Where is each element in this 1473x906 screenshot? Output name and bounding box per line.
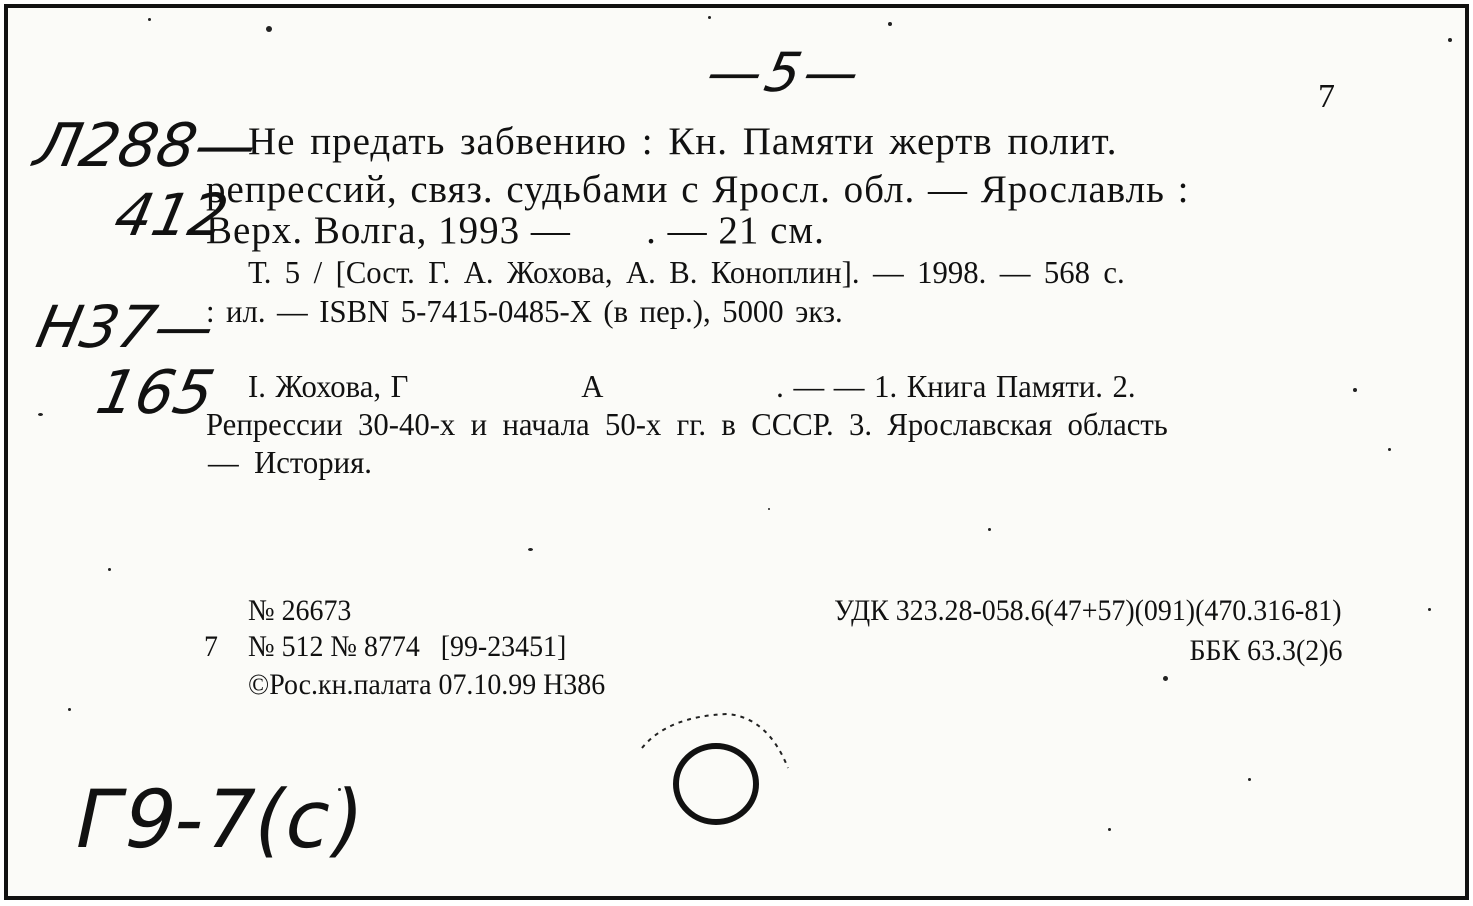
handwritten-call-number-2: 412 [108,181,234,249]
copyright-line: ©Рос.кн.палата 07.10.99 Н386 [248,668,606,701]
punch-hole-icon [628,708,798,838]
entry-title-line-2: репрессий, связ. судьбами с Яросл. обл. — Ярославль : [206,168,1190,211]
registration-number: № 26673 [248,594,352,627]
entry-title-line-3: Верх. Волга, 1993 — . — 21 см. [206,209,825,252]
subject-line-3: — История. [208,444,372,480]
handwritten-volume-mark: —5— [701,41,870,104]
handwritten-shelf-mark: Г9-7(с) [66,773,372,866]
catalog-card [4,4,1469,900]
left-index-number: 7 [204,630,218,663]
volume-line-1: Т. 5 / [Сост. Г. А. Жохова, А. В. Коноплин]. — 1998. — 568 с. [248,254,1125,290]
record-numbers: № 512 № 8774 [99-23451] [248,630,567,663]
corner-number: 7 [1318,78,1335,115]
subject-line-2: Репрессии 30-40-х и начала 50-х гг. в СССР. 3. Ярославская область [206,406,1168,442]
handwritten-call-number-3: Н37— [30,293,221,361]
bbk-code: ББК 63.3(2)6 [1189,634,1342,667]
udk-code: УДК 323.28-058.6(47+57)(091)(470.316-81) [834,594,1342,627]
handwritten-call-number-1: Л288— [28,111,264,181]
entry-title-line-1: Не предать забвению : Кн. Памяти жертв полит. [248,120,1118,163]
volume-line-2: : ил. — ISBN 5-7415-0485-Х (в пер.), 5000 экз. [206,293,843,329]
subject-line-1: I. Жохова, Г А . — — 1. Книга Памяти. 2. [248,368,1136,404]
handwritten-call-number-4: 165 [90,358,220,428]
